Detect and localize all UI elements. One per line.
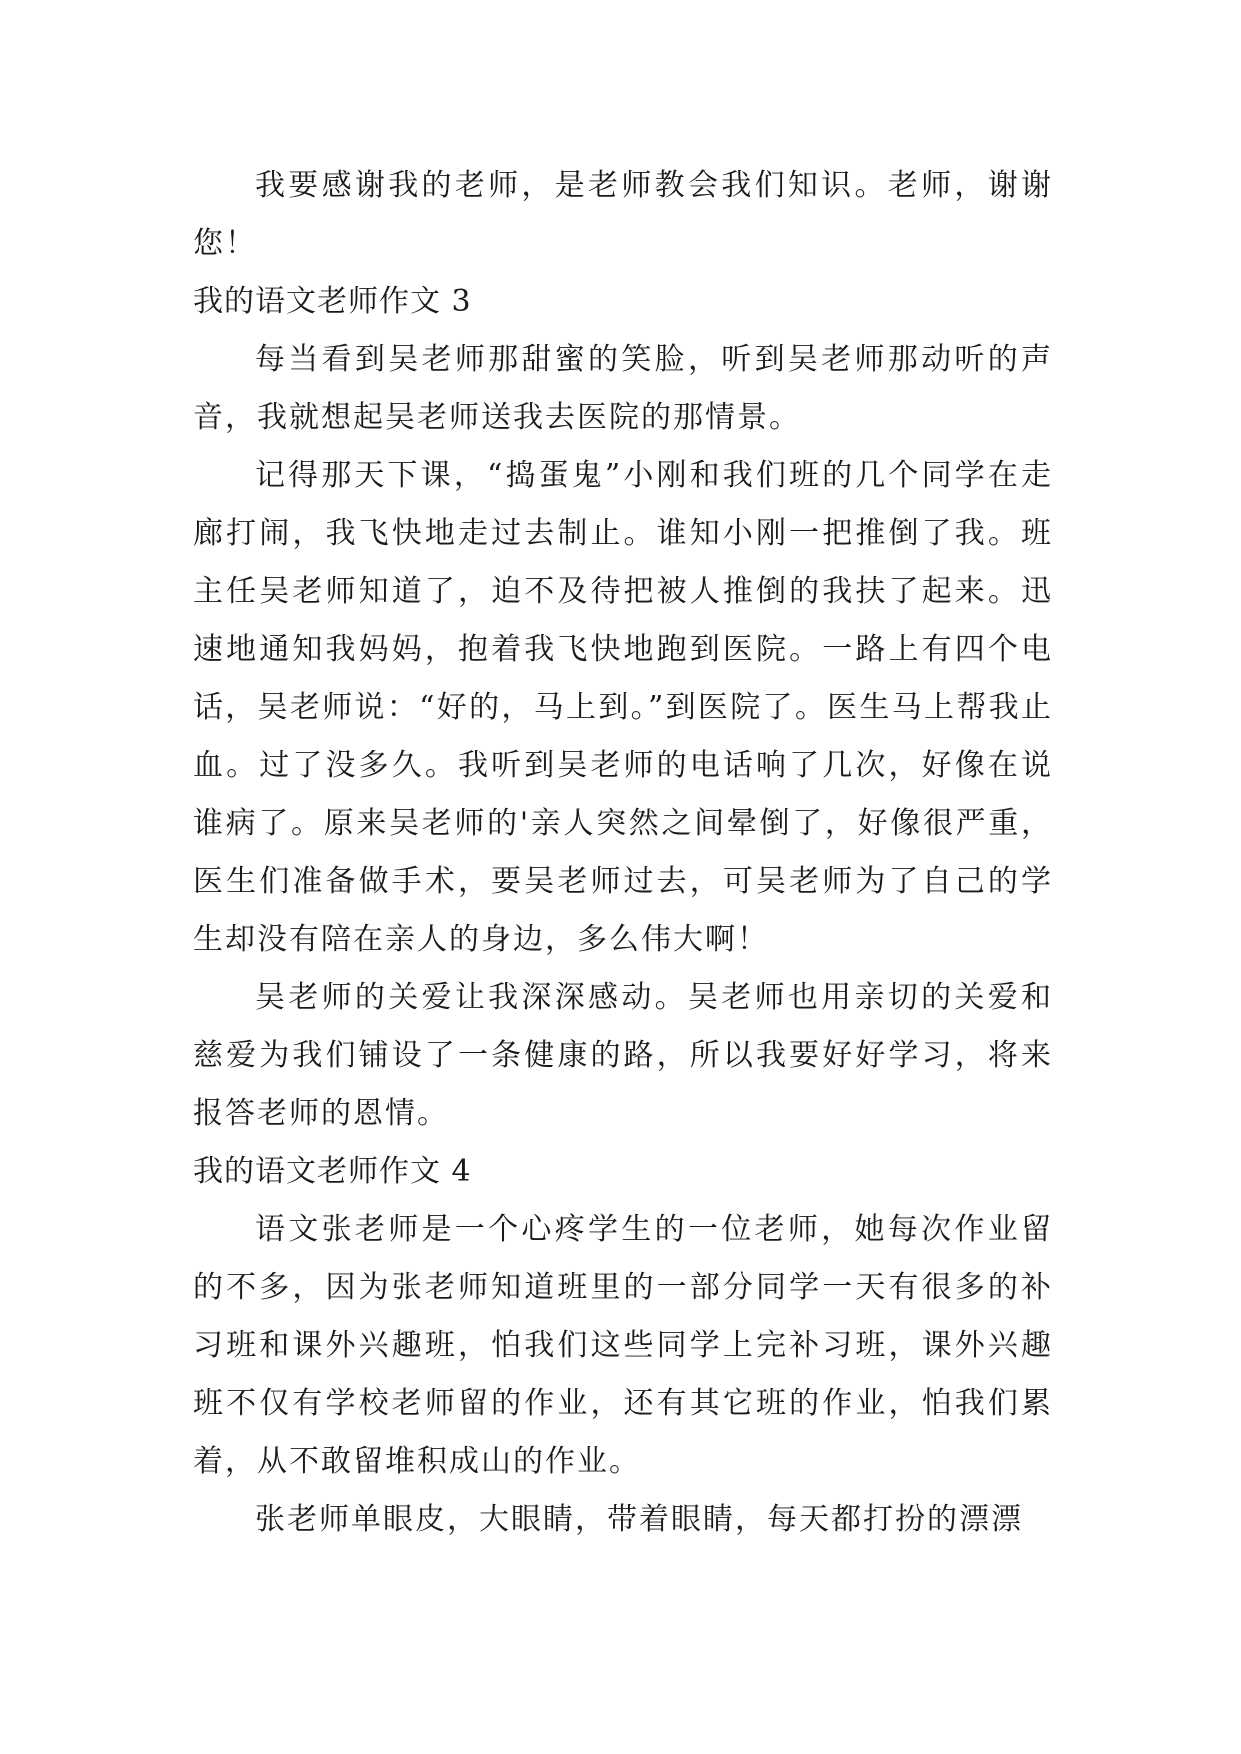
essay-heading-4: 我的语文老师作文 4 [193, 1154, 472, 1189]
paragraph-homework: 语文张老师是一个心疼学生的一位老师，她每次作业留的不多，因为张老师知道班里的一部分同学一天有很多的补习班和课外兴趣班，怕我们这些同学上完补习班，课外兴趣班不仅有学校老师留的作业，还有其它班的作业，怕我们累着，从不敢留堆积成山的作业。 [193, 1212, 1053, 1479]
document-body [193, 157, 1053, 1549]
essay-heading-3: 我的语文老师作文 3 [193, 284, 472, 319]
paragraph-hospital-story: 记得那天下课，“捣蛋鬼”小刚和我们班的几个同学在走廊打闹，我飞快地走过去制止。谁知小刚一把推倒了我。班主任吴老师知道了，迫不及待把被人推倒的我扶了起来。迅速地通知我妈妈，抱着我飞快地跑到医院。一路上有四个电话，吴老师说：“好的，马上到。”到医院了。医生马上帮我止血。过了没多久。我听到吴老师的电话响了几次，好像在说谁病了。原来吴老师的'亲人突然之间晕倒了，好像很严重，医生们准备做手术，要吴老师过去，可吴老师为了自己的学生却没有陪在亲人的身边，多么伟大啊！ [193, 458, 1053, 957]
paragraph-thanks: 我要感谢我的老师，是老师教会我们知识。老师，谢谢您！ [193, 168, 1053, 261]
paragraph-appearance: 张老师单眼皮，大眼睛，带着眼睛，每天都打扮的漂漂 [255, 1502, 1023, 1537]
paragraph-gratitude: 吴老师的关爱让我深深感动。吴老师也用亲切的关爱和慈爱为我们铺设了一条健康的路，所以我要好好学习，将来报答老师的恩情。 [193, 980, 1053, 1131]
paragraph-smile: 每当看到吴老师那甜蜜的笑脸，听到吴老师那动听的声音，我就想起吴老师送我去医院的那情景。 [193, 342, 1053, 435]
